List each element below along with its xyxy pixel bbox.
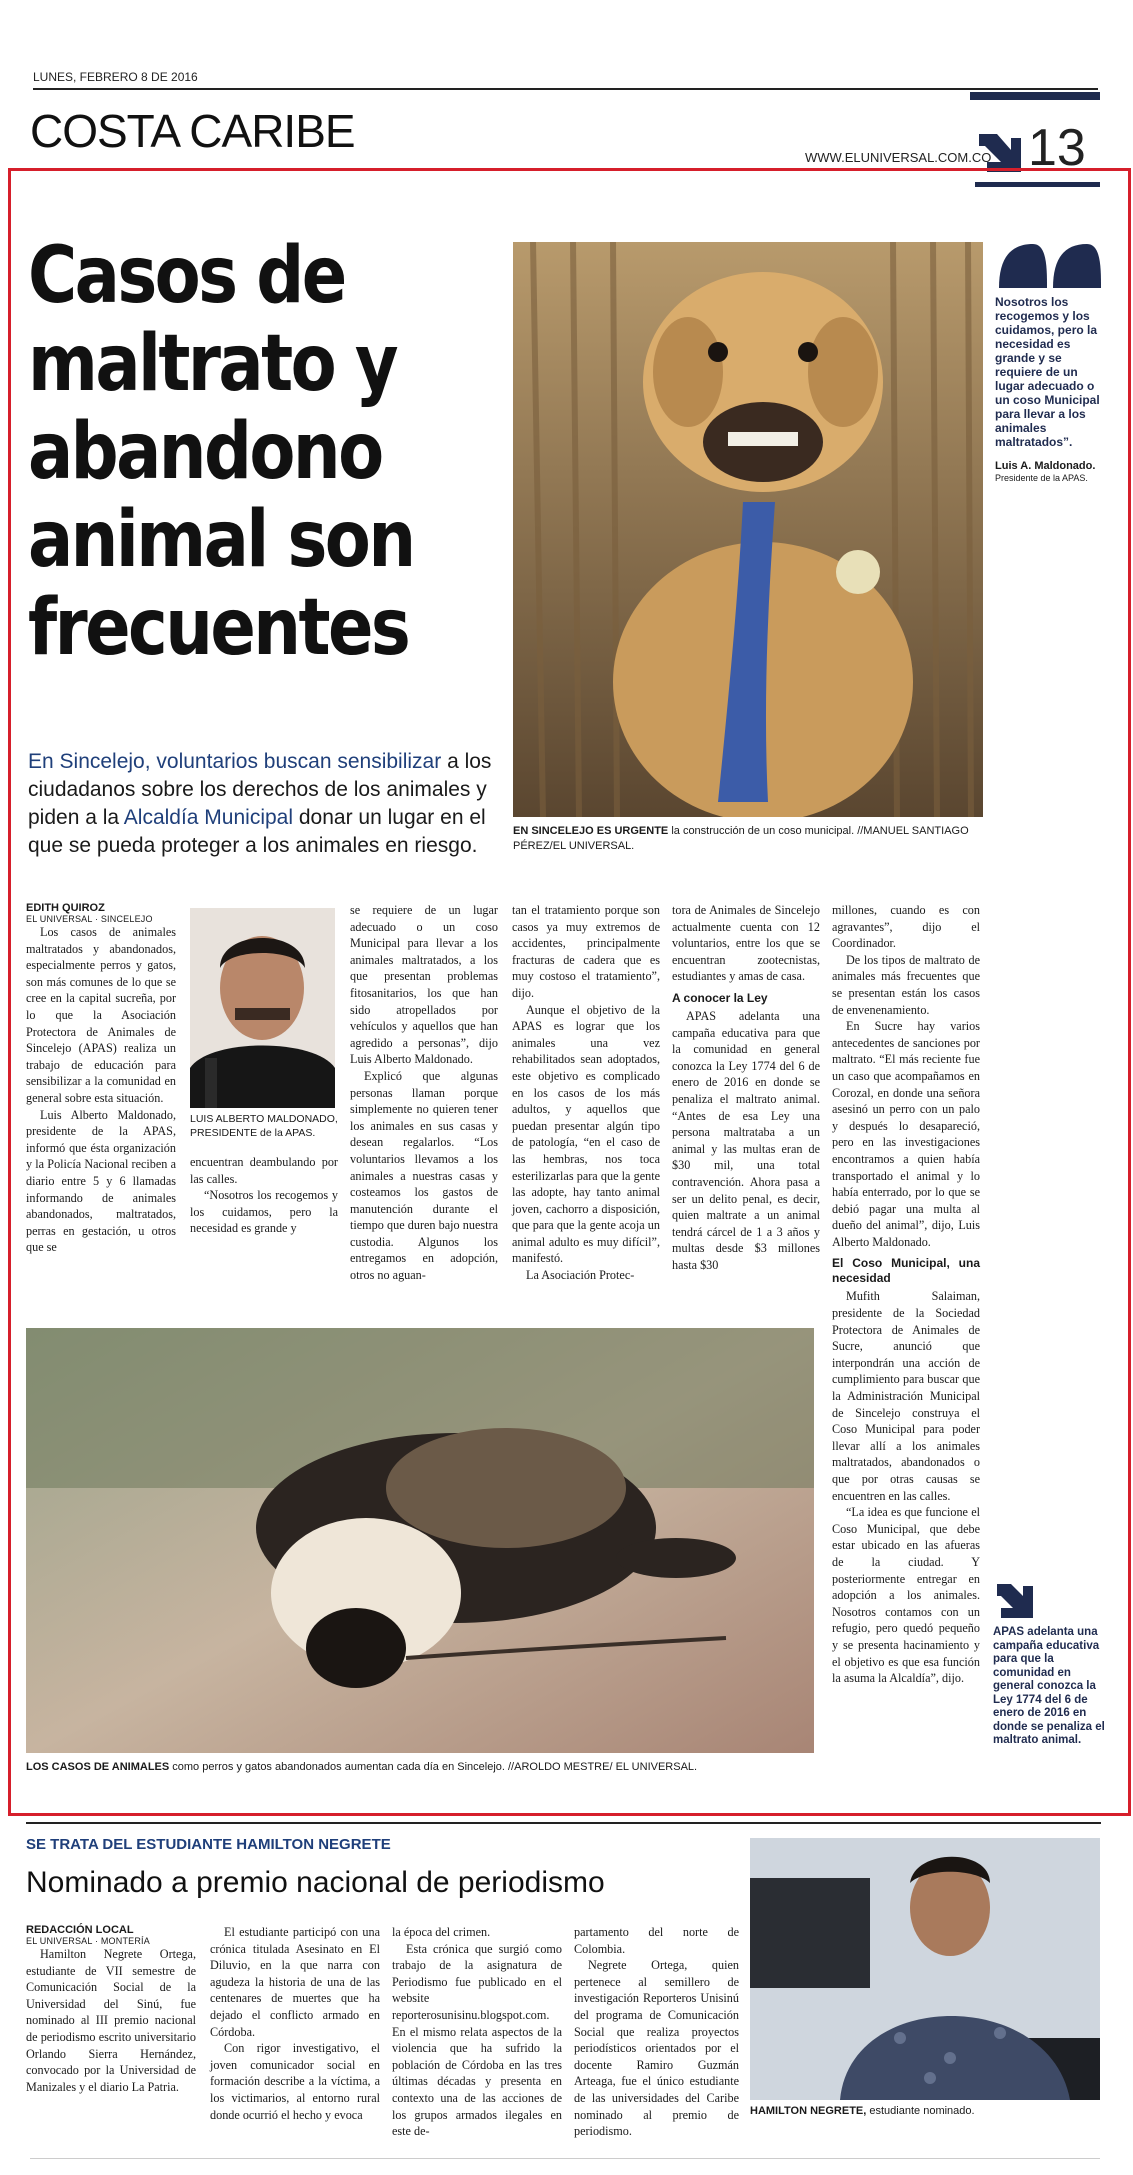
body-paragraph: Esta crónica que surgió como trabajo de la asignatura de Periodismo fue publicado en el website reporterosunisinu.blogspot.com. En el mismo relata aspectos de la violencia que ha sufrido la población de Córdoba en las tres últimas décadas y presenta en contexto una de las acciones de los grupos armados ilegales en este de- <box>392 1941 562 2139</box>
photo2-caption <box>26 1760 814 1775</box>
body-column-4 <box>672 902 820 1273</box>
quote-author-role: Presidente de la APAS. <box>995 473 1088 483</box>
student-caption-text: estudiante nominado. <box>866 2105 975 2117</box>
photo2-caption-text: como perros y gatos abandonados aumentan cada día en Sincelejo. //AROLDO MESTRE/ EL UNIVERSAL. <box>169 1761 698 1773</box>
pull-quote: Nosotros los recogemos y los cuidamos, pero la necesidad es grande y se requiere de un lugar adecuado o un coso Municipal para llevar a los animales maltratados”. <box>995 295 1100 449</box>
section-title: COSTA CARIBE <box>30 105 355 157</box>
second-column-4 <box>574 1924 739 2140</box>
main-headline: Casos de maltrato y abandono animal son frecuentes <box>28 231 414 673</box>
portrait-caption-text: de la APAS. <box>257 1127 316 1139</box>
body-paragraph: la época del crimen. <box>392 1925 491 1939</box>
body-paragraph: Los casos de animales maltratados y abandonados, especialmente perros y gatos, son más comunes de lo que se cree en la capital sucreña, por lo que la Asociación Protectora de Animales de Sincelejo (APAS) realiza un trabajo de educación para sensibilizar a la comunidad en general sobre esta situación. <box>26 925 176 1105</box>
subheading: A conocer la Ley <box>672 990 768 1005</box>
quote-author: Luis A. Maldonado. <box>995 460 1096 472</box>
body-paragraph: “Nosotros los recogemos y los cuidamos, pero la necesidad es grande y <box>190 1188 338 1236</box>
quote-mark-icon <box>995 240 1105 292</box>
student-photo-caption <box>750 2105 1100 2117</box>
portrait-caption <box>190 1112 340 1140</box>
second-column-2 <box>210 1924 380 2123</box>
section-divider <box>26 1822 1101 1824</box>
header-rule <box>33 88 1098 90</box>
dog-photo <box>513 242 983 817</box>
website-url: WWW.ELUNIVERSAL.COM.CO <box>805 150 992 165</box>
portrait-photo <box>190 908 335 1108</box>
portrait-caption-lead: LUIS ALBERTO MALDONADO, PRESIDENTE <box>190 1113 338 1139</box>
byline: EDITH QUIROZ <box>26 902 105 914</box>
deck-highlight-2: Alcaldía Municipal <box>123 806 294 829</box>
body-paragraph: Explicó que algunas personas llaman porque simplemente no quieren tener los animales en sus casas y desean regalarlos. “Los voluntarios llevamos a los animales a nuestras casas y costeamos los gastos de manutención durante el tiempo que duren bajo nuestra custodia. Algunos los entregamos en adopción, otros no aguan- <box>350 1068 498 1283</box>
body-paragraph: En Sucre hay varios antecedentes de sanciones por maltrato. “El más reciente fue un caso que acompañamos en Corozal, en donde una señora asesinó un perro con un palo y después lo desapareció, pero en las investigaciones encontramos a quien había transportado el animal y lo había enterrado, por lo que se debió pagar una multa al dueño del animal”, dijo, Luis Alberto Maldonado. <box>832 1019 980 1249</box>
deck-highlight: En Sincelejo, voluntarios buscan sensibilizar <box>28 750 442 773</box>
body-paragraph: Mufith Salaiman, presidente de la Sociedad Protectora de Animales de Sucre, anunció que interpondrán una acción de cumplimiento para buscar que la Administración Municipal de Sincelejo construya el Coso Municipal para poder llevar allí a los animales maltratados, abandonados o que por otras causas se encuentren en las calles. <box>832 1289 980 1503</box>
second-story-kicker: SE TRATA DEL ESTUDIANTE HAMILTON NEGRETE <box>26 1836 391 1853</box>
body-column-3 <box>512 902 660 1284</box>
issue-date: LUNES, FEBRERO 8 DE 2016 <box>33 70 198 84</box>
body-paragraph: “La idea es que funcione el Coso Municipal, que debe estar ubicado en las afueras de la ciudad. Y posteriormente entregar en adopción a los animales. Nosotros contamos con un refugio, pero quedó pequeño y se presenta hacinamiento y el objetivo es que esa función la asuma la Alcaldía”, dijo. <box>832 1505 980 1686</box>
body-column-5 <box>832 902 980 1687</box>
second-column-3 <box>392 1924 562 2140</box>
student-caption-lead: HAMILTON NEGRETE, <box>750 2105 867 2117</box>
body-paragraph: De los tipos de maltrato de animales más frecuentes que se presentan están los casos de envenenamiento. <box>832 952 980 1017</box>
body-paragraph: La Asociación Protec- <box>526 1268 635 1283</box>
body-paragraph: El estudiante participó con una crónica titulada Asesinato en El Diluvio, en la que narra con agudeza la historia de una de las centenares de muertes que ha dejado el conflicto armado en Córdoba. <box>210 1925 380 2039</box>
second-column-1 <box>26 1924 196 2095</box>
deck-text-1: a los ciudadanos sobre los derechos de los animales y piden a la <box>28 750 492 829</box>
byline-location: EL UNIVERSAL · SINCELEJO <box>26 914 153 924</box>
body-paragraph: APAS adelanta una campaña educativa para que la comunidad en general conozca la Ley 1774 del 6 de enero de 2016 en donde se penaliza el maltrato animal. “Antes de esa Ley una persona maltrataba a un animal y las multas eran de $30 mil, una total contravención. Ahora pasa a ser un delito penal, es decir, quien maltrate a un animal tendrá cárcel de 1 a 3 años y multas desde $3 millones hasta $30 <box>672 1008 820 1272</box>
dog-lying-photo <box>26 1328 814 1753</box>
body-paragraph: millones, cuando es con agravantes”, dijo el Coordinador. <box>832 903 980 951</box>
second-byline: REDACCIÓN LOCAL <box>26 1924 134 1936</box>
photo1-caption-lead: EN SINCELEJO ES URGENTE <box>513 825 669 837</box>
body-paragraph: Hamilton Negrete Ortega, estudiante de VII semestre de Comunicación Social de la Universidad del Sinú, fue nominado al III premio nacional de periodismo escrito universitario Orlando Sierra Hernández, convocado por la Universidad de Manizales y el diario La Patria. <box>26 1947 196 2094</box>
deck-text-2: donar un lugar en el que se pueda proteger a los animales en riesgo. <box>28 806 486 857</box>
body-column-1b <box>190 1154 338 1237</box>
body-paragraph: Aunque el objetivo de la APAS es lograr que los animales una vez rehabilitados sean adoptados, este objetivo es complicado en los casos de los más adultos, y aquellos que puedan presentar algún tipo de patología, “en el caso de las hembras, nos toca esterilizarlas para que la gente las adopte, hay tanto animal joven, cachorro a disposición, que para que la gente acoja un animal adulto es muy difícil”, manifestó. <box>512 1002 660 1266</box>
page-footer-rule <box>30 2158 1100 2159</box>
page-number: 13 <box>1028 119 1086 177</box>
student-photo <box>750 1838 1100 2100</box>
story-deck <box>28 748 504 860</box>
body-paragraph: Luis Alberto Maldonado, presidente de la APAS, informó que ésta organización y la Policía Nacional reciben a diario entre 5 y 6 llamadas informando de animales abandonados, maltratados, perras en gestación, u otros que se <box>26 1107 176 1255</box>
sidebar-pointer-text: APAS adelanta una campaña educativa para que la comunidad en general conozca la Ley 1774 del 6 de enero de 2016 en donde se penaliza el maltrato animal. <box>993 1626 1105 1746</box>
body-paragraph: partamento del norte de Colombia. <box>574 1925 739 1956</box>
photo1-caption <box>513 824 983 854</box>
subheading: El Coso Municipal, una necesidad <box>832 1256 980 1286</box>
body-paragraph: Con rigor investigativo, el joven comunicador social en formación describe a la víctima, a los victimarios, al entorno rural donde ocurrió el hecho y evoca <box>210 2041 380 2122</box>
header-accent-bar <box>970 92 1100 100</box>
body-paragraph: tora de Animales de Sincelejo actualmente cuenta con 12 voluntarios, entre los que se encuentran zootecnistas, estudiantes y amas de casa. <box>672 903 820 984</box>
photo1-caption-text: la construcción de un coso municipal. //MANUEL SANTIAGO PÉREZ/EL UNIVERSAL. <box>513 825 969 852</box>
arrow-down-right-icon <box>993 1580 1038 1622</box>
body-paragraph: se requiere de un lugar adecuado o un coso Municipal para llevar a los animales maltratados, a los que presentan problemas fitosanitarios, los que han sido atropellados por vehículos y aquellos que han agredido a personas”, dijo Luis Alberto Maldonado. <box>350 903 498 1067</box>
second-story-title: Nominado a premio nacional de periodismo <box>26 1866 605 1899</box>
body-paragraph: Negrete Ortega, quien pertenece al semillero de investigación Reporteros Unisinú del programa de Comunicación Social que realiza proyectos periodísticos orientados por el docente Ramiro Guzmán Arteaga, fue el único estudiante de las universidades del Caribe nominado al premio de periodismo. <box>574 1958 739 2139</box>
body-paragraph: encuentran deambulando por las calles. <box>190 1155 338 1186</box>
body-column-1 <box>26 902 176 1256</box>
body-paragraph: tan el tratamiento porque son casos ya muy extremos de accidentes, principalmente fracturas de cadera que es muy costoso el tratamiento”, dijo. <box>512 903 660 1000</box>
body-column-2 <box>350 902 498 1284</box>
photo2-caption-lead: LOS CASOS DE ANIMALES <box>26 1761 170 1773</box>
second-byline-location: EL UNIVERSAL · MONTERÍA <box>26 1936 150 1946</box>
